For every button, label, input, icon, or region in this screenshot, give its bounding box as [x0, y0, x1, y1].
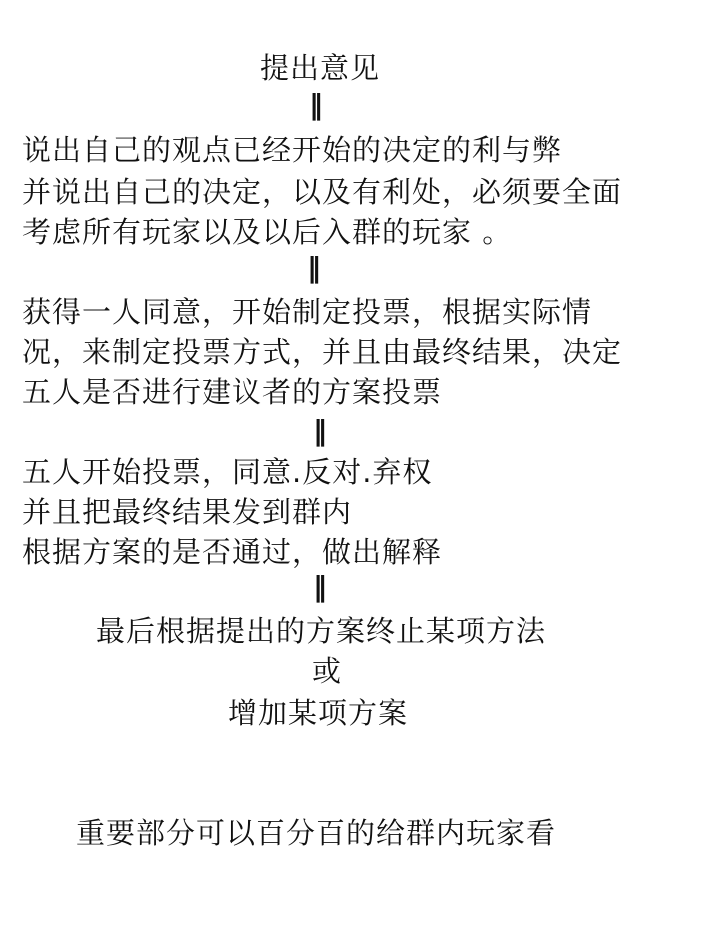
step1-line-2: 并说出自己的决定，以及有利处，必须要全面 [22, 175, 623, 209]
step2-line-2: 况，来制定投票方式，并且由最终结果，决定 [22, 335, 623, 369]
step1-line-3: 考虑所有玩家以及以后入群的玩家 。 [22, 215, 513, 249]
flow-arrow-3: ‖ [313, 414, 325, 447]
flow-arrow-4: ‖ [313, 570, 325, 603]
final-or: 或 [312, 654, 343, 688]
step2-line-3: 五人是否进行建议者的方案投票 [22, 375, 443, 409]
footer-note: 重要部分可以百分百的给群内玩家看 [76, 816, 557, 850]
step3-line-2: 并且把最终结果发到群内 [22, 495, 353, 529]
flow-arrow-2: ‖ [307, 251, 319, 284]
final-line-1: 最后根据提出的方案终止某项方法 [96, 614, 547, 648]
step3-line-3: 根据方案的是否通过，做出解释 [22, 535, 443, 569]
step1-line-1: 说出自己的观点已经开始的决定的利与弊 [22, 133, 563, 167]
final-line-2: 增加某项方案 [228, 696, 409, 730]
step2-line-1: 获得一人同意，开始制定投票，根据实际情 [22, 295, 593, 329]
document-title: 提出意见 [259, 51, 380, 85]
flow-arrow-1: ‖ [309, 88, 321, 121]
step3-line-1: 五人开始投票，同意.反对.弃权 [22, 455, 433, 489]
